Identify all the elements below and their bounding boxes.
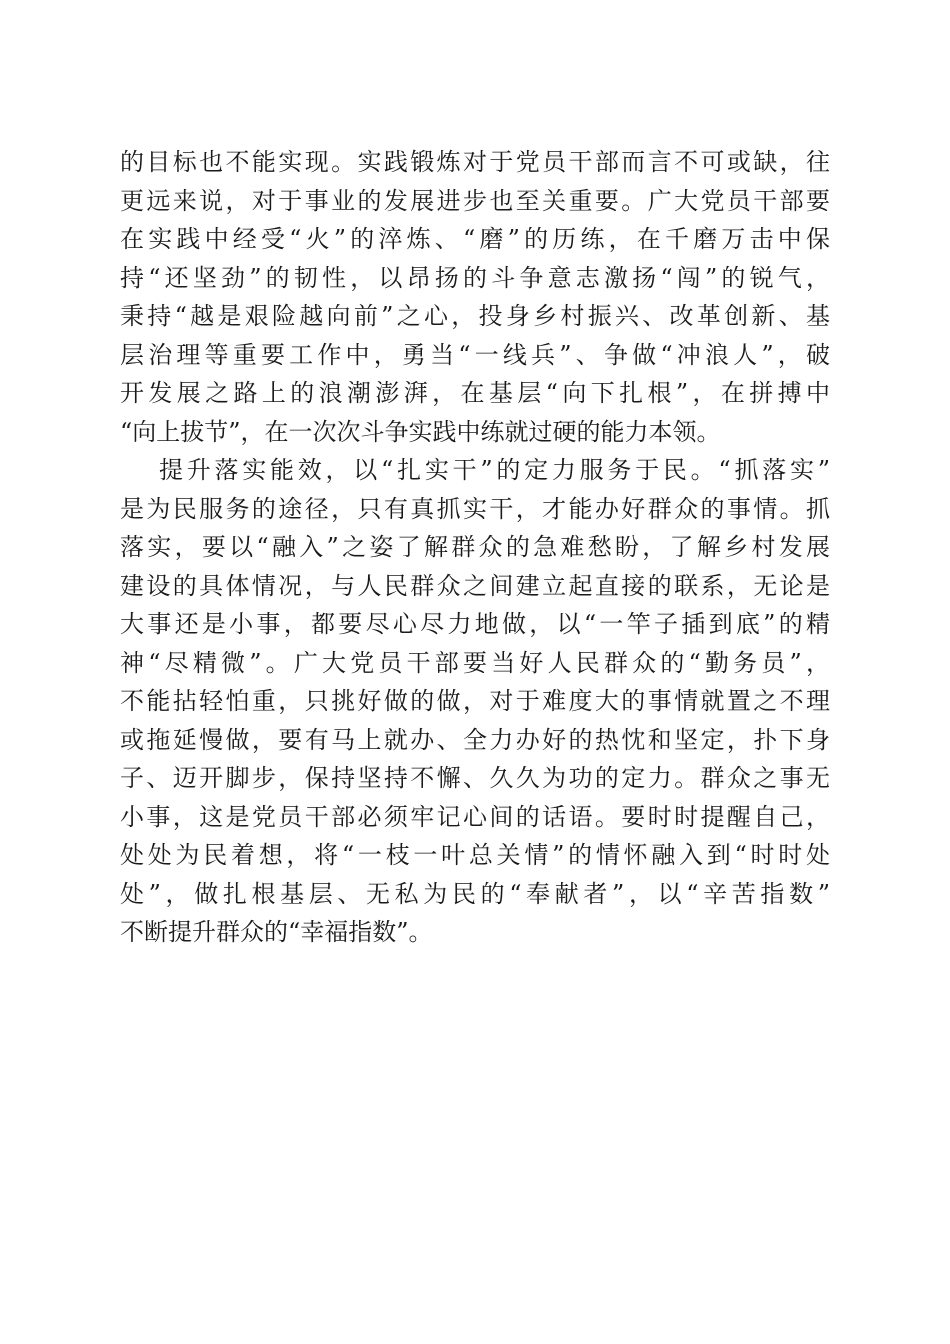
text-line: 小事，这是党员干部必须牢记心间的话语。要时时提醒自己， [120,802,830,831]
text-line: 在实践中经受“火”的淬炼、“磨”的历练，在千磨万击中保 [120,225,830,253]
text-line: 开发展之路上的浪潮澎湃，在基层“向下扎根”，在拼搏中 [120,379,830,407]
text-line: 层治理等重要工作中，勇当“一线兵”、争做“冲浪人”，破 [120,340,830,369]
text-line: “向上拔节”，在一次次斗争实践中练就过硬的能力本领。 [120,417,721,446]
text-line: 的目标也不能实现。实践锻炼对于党员干部而言不可或缺，往 [120,148,830,176]
text-line: 神“尽精微”。广大党员干部要当好人民群众的“勤务员”， [120,648,830,677]
text-line: 持“还坚劲”的韧性，以昂扬的斗争意志激扬“闯”的锐气， [120,263,830,292]
paragraph-practice [120,143,830,451]
text-line: 子、迈开脚步，保持坚持不懈、久久为功的定力。群众之事无 [120,764,830,792]
text-line: 不能拈轻怕重，只挑好做的做，对于难度大的事情就置之不理 [120,687,830,715]
text-line: 建设的具体情况，与人民群众之间建立起直接的联系，无论是 [120,571,830,600]
text-line: 是为民服务的途径，只有真抓实干，才能办好群众的事情。抓 [120,494,830,523]
text-line: 更远来说，对于事业的发展进步也至关重要。广大党员干部要 [120,186,830,215]
text-line: 大事还是小事，都要尽心尽力地做，以“一竿子插到底”的精 [120,610,830,638]
paragraph-implementation [120,451,830,952]
text-line: 处处为民着想，将“一枝一叶总关情”的情怀融入到“时时处 [120,841,830,869]
document-body [120,143,830,952]
text-line: 提升落实能效，以“扎实干”的定力服务于民。“抓落实” [159,456,830,484]
text-line: 秉持“越是艰险越向前”之心，投身乡村振兴、改革创新、基 [120,302,830,330]
text-line: 落实，要以“融入”之姿了解群众的急难愁盼，了解乡村发展 [120,533,830,561]
text-line: 处”，做扎根基层、无私为民的“奉献者”，以“辛苦指数” [120,879,830,908]
text-line: 不断提升群众的“幸福指数”。 [120,918,433,946]
text-line: 或拖延慢做，要有马上就办、全力办好的热忱和坚定，扑下身 [120,725,830,754]
